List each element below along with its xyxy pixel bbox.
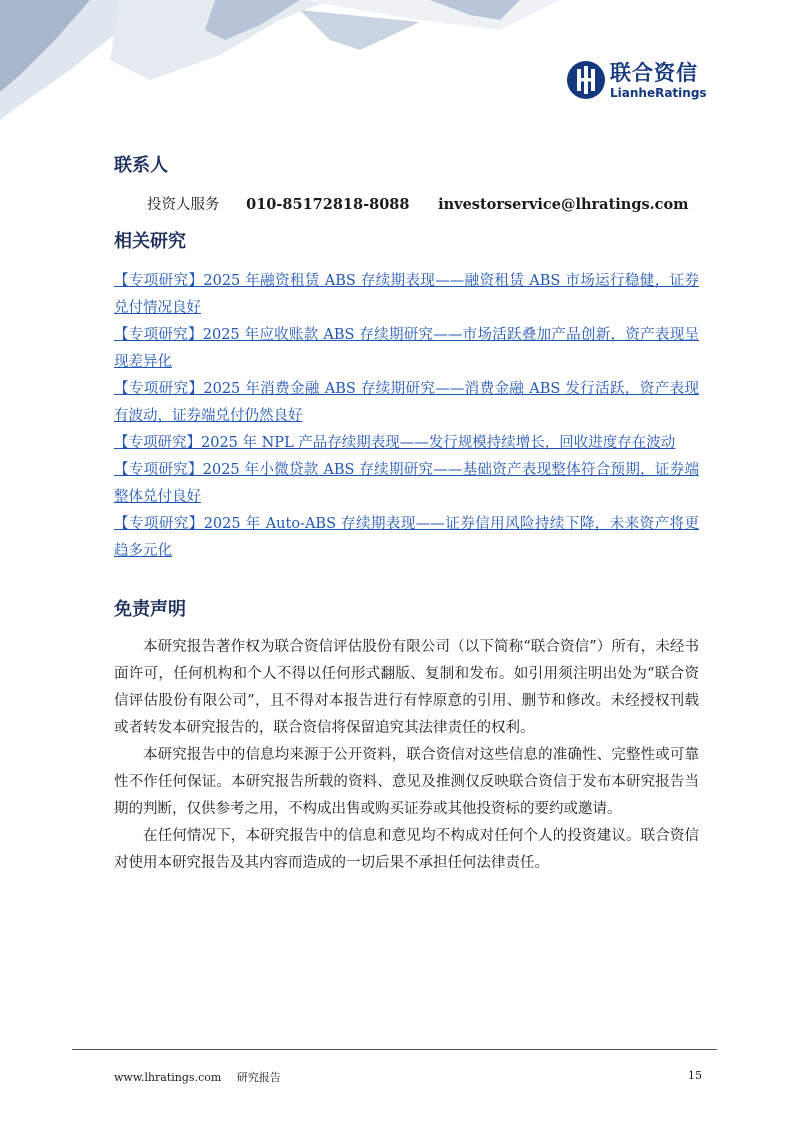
contact-label: 投资人服务 xyxy=(147,197,220,213)
page-number: 15 xyxy=(688,1069,702,1082)
disclaimer-paragraph-2: 本研究报告中的信息均来源于公开资料，联合资信对这些信息的准确性、完整性或可靠性不作任何保证。本研究报告所载的资料、意见及推测仅反映联合资信于发布本研究报告当期的判断，仅供参考之用，不构成出售或购买证券或其他投资标的要约或邀请。 xyxy=(114,747,699,817)
disclaimer-heading: 免责声明 xyxy=(114,599,186,620)
list-item xyxy=(114,376,699,430)
list-item xyxy=(114,457,699,511)
footer-doc-type: 研究报告 xyxy=(236,1071,281,1084)
footer-divider xyxy=(72,1049,717,1050)
list-item xyxy=(114,322,699,376)
research-link-3[interactable]: 【专项研究】2025 年消费金融 ABS 存续期研究——消费金融 ABS 发行活跃，资产表现有波动，证券端兑付仍然良好 xyxy=(114,381,699,424)
list-item xyxy=(114,268,699,322)
company-logo xyxy=(566,60,716,104)
disclaimer-paragraph-3: 在任何情况下，本研究报告中的信息和意见均不构成对任何个人的投资建议。联合资信对使用本研究报告及其内容而造成的一切后果不承担任何法律责任。 xyxy=(114,828,699,871)
logo-chinese-name: 联合资信 xyxy=(610,61,698,85)
related-research-list xyxy=(114,268,699,565)
logo-english-name: LianheRatings xyxy=(610,86,707,100)
list-item xyxy=(114,430,699,457)
footer-info xyxy=(114,1069,281,1085)
research-link-1[interactable]: 【专项研究】2025 年融资租赁 ABS 存续期表现——融资租赁 ABS 市场运行稳健，证券兑付情况良好 xyxy=(114,273,699,316)
contact-phone: 010-85172818-8088 xyxy=(246,196,410,213)
related-research-heading: 相关研究 xyxy=(114,231,186,252)
research-link-4[interactable]: 【专项研究】2025 年 NPL 产品存续期表现——发行规模持续增长，回收进度存在波动 xyxy=(114,435,676,451)
contact-email: investorservice@lhratings.com xyxy=(438,196,689,213)
contact-heading: 联系人 xyxy=(114,155,168,176)
disclaimer-body xyxy=(114,634,699,877)
footer-website: www.lhratings.com xyxy=(114,1071,222,1084)
contact-info xyxy=(147,195,689,215)
research-link-6[interactable]: 【专项研究】2025 年 Auto-ABS 存续期表现——证券信用风险持续下降，未来资产将更趋多元化 xyxy=(114,516,699,559)
research-link-5[interactable]: 【专项研究】2025 年小微贷款 ABS 存续期研究——基础资产表现整体符合预期，证券端整体兑付良好 xyxy=(114,462,699,505)
list-item xyxy=(114,511,699,565)
research-link-2[interactable]: 【专项研究】2025 年应收账款 ABS 存续期研究——市场活跃叠加产品创新，资产表现呈现差异化 xyxy=(114,327,699,370)
disclaimer-paragraph-1: 本研究报告著作权为联合资信评估股份有限公司（以下简称“联合资信”）所有，未经书面许可，任何机构和个人不得以任何形式翻版、复制和发布。如引用须注明出处为“联合资信评估股份有限公司”，且不得对本报告进行有悖原意的引用、删节和修改。未经授权刊载或者转发本研究报告的，联合资信将保留追究其法律责任的权利。 xyxy=(114,639,699,736)
logo-mark-icon xyxy=(566,60,606,100)
